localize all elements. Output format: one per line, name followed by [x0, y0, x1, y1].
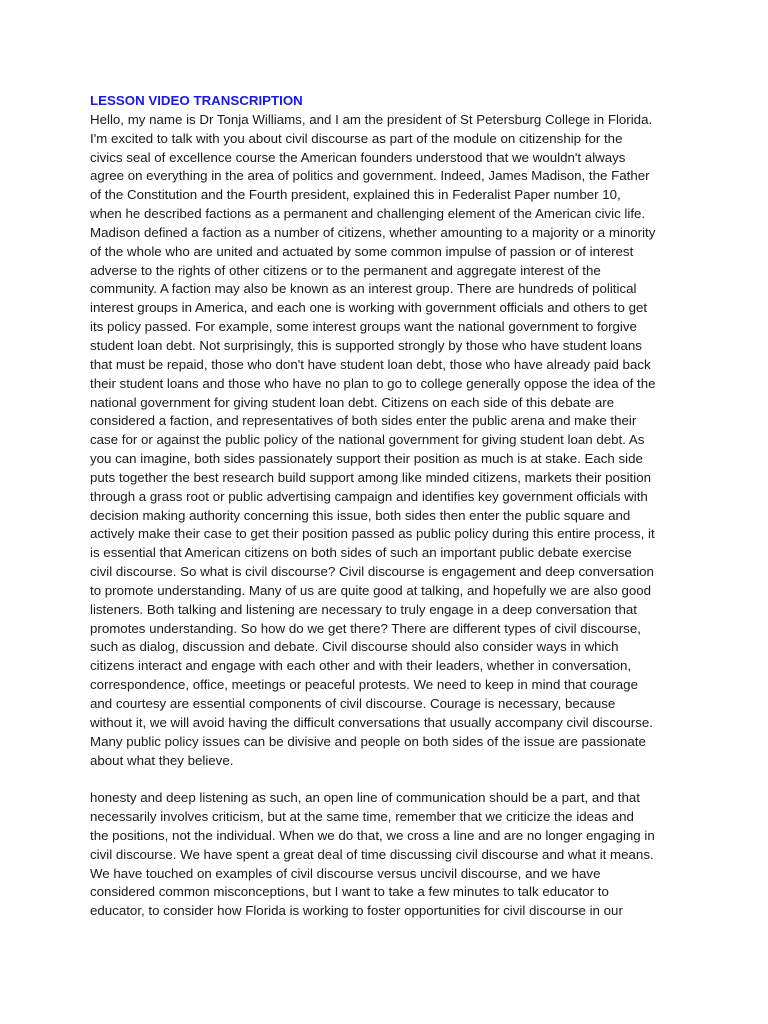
paragraphs-container	[90, 111, 690, 921]
text-line: such as dialog, discussion and debate. Civil discourse should also consider ways in which	[90, 639, 619, 655]
text-line: interest groups in America, and each one is working with government officials and others to get	[90, 300, 648, 316]
text-line: citizens interact and engage with each other and with their leaders, whether in conversation,	[90, 658, 632, 674]
text-line: puts together the best research build support among like minded citizens, markets their position	[90, 469, 651, 485]
text-line: about what they believe.	[90, 752, 234, 768]
text-line: educator, to consider how Florida is working to foster opportunities for civil discourse in our	[90, 903, 623, 919]
text-line: agree on everything in the area of politics and government. Indeed, James Madison, the Father	[90, 168, 650, 184]
text-line: We have touched on examples of civil discourse versus uncivil discourse, and we have	[90, 865, 601, 881]
text-line: Hello, my name is Dr Tonja Williams, and I am the president of St Petersburg College in Florida.	[90, 111, 653, 127]
transcript-paragraph	[90, 111, 690, 771]
transcript-paragraph	[90, 789, 690, 921]
text-line: Many public policy issues can be divisive and people on both sides of the issue are passionate	[90, 733, 646, 749]
document-body	[90, 92, 690, 921]
text-line: necessarily involves criticism, but at the same time, remember that we criticize the ideas and	[90, 809, 634, 825]
text-line: civil discourse. We have spent a great deal of time discussing civil discourse and what it means.	[90, 846, 654, 862]
text-line: their student loans and those who have no plan to go to college generally oppose the idea of the	[90, 375, 656, 391]
text-line: considered common misconceptions, but I want to take a few minutes to talk educator to	[90, 884, 609, 900]
text-line: civics seal of excellence course the American founders understood that we wouldn't always	[90, 149, 626, 165]
text-line: Madison defined a faction as a number of citizens, whether amounting to a majority or a minority	[90, 224, 656, 240]
text-line: correspondence, office, meetings or peaceful protests. We need to keep in mind that courage	[90, 677, 638, 693]
text-line: without it, we will avoid having the difficult conversations that usually accompany civil discourse.	[90, 714, 653, 730]
text-line: of the whole who are united and actuated by some common impulse of passion or of interest	[90, 243, 634, 259]
text-line: promotes understanding. So how do we get there? There are different types of civil discourse,	[90, 620, 641, 636]
text-line: national government for giving student loan debt. Citizens on each side of this debate are	[90, 394, 615, 410]
text-line: its policy passed. For example, some interest groups want the national government to forgive	[90, 319, 637, 335]
text-line: case for or against the public policy of the national government for giving student loan debt. As	[90, 432, 645, 448]
text-line: you can imagine, both sides passionately support their position as much is at stake. Each side	[90, 451, 643, 467]
text-line: that must be repaid, those who don't have student loan debt, those who have already paid back	[90, 356, 651, 372]
text-line: community. A faction may also be known as an interest group. There are hundreds of political	[90, 281, 637, 297]
text-line: considered a faction, and representatives of both sides enter the public arena and make their	[90, 413, 637, 429]
text-line: through a grass root or public advertising campaign and identifies key government officials with	[90, 488, 648, 504]
text-line: civil discourse. So what is civil discourse? Civil discourse is engagement and deep conversation	[90, 564, 654, 580]
text-line: actively make their case to get their position passed as public policy during this entire process, it	[90, 526, 655, 542]
text-line: and courtesy are essential components of civil discourse. Courage is necessary, because	[90, 696, 616, 711]
text-line: when he described factions as a permanent and challenging element of the American civic life.	[90, 206, 646, 222]
text-line: the positions, not the individual. When we do that, we cross a line and are no longer engaging in	[90, 827, 655, 843]
text-line: adverse to the rights of other citizens or to the permanent and aggregate interest of the	[90, 262, 601, 278]
text-line: decision making authority concerning this issue, both sides then enter the public square and	[90, 507, 631, 523]
text-line: I'm excited to talk with you about civil discourse as part of the module on citizenship for the	[90, 130, 623, 146]
text-line: is essential that American citizens on both sides of such an important public debate exercise	[90, 545, 632, 561]
text-line: honesty and deep listening as such, an open line of communication should be a part, and that	[90, 790, 640, 806]
text-line: to promote understanding. Many of us are quite good at talking, and hopefully we are also good	[90, 582, 652, 598]
text-line: student loan debt. Not surprisingly, this is supported strongly by those who have student loans	[90, 337, 642, 353]
document-heading: LESSON VIDEO TRANSCRIPTION	[90, 93, 303, 108]
text-line: listeners. Both talking and listening are necessary to truly engage in a deep conversation that	[90, 601, 637, 617]
text-line: of the Constitution and the Fourth president, explained this in Federalist Paper number 10,	[90, 187, 621, 203]
